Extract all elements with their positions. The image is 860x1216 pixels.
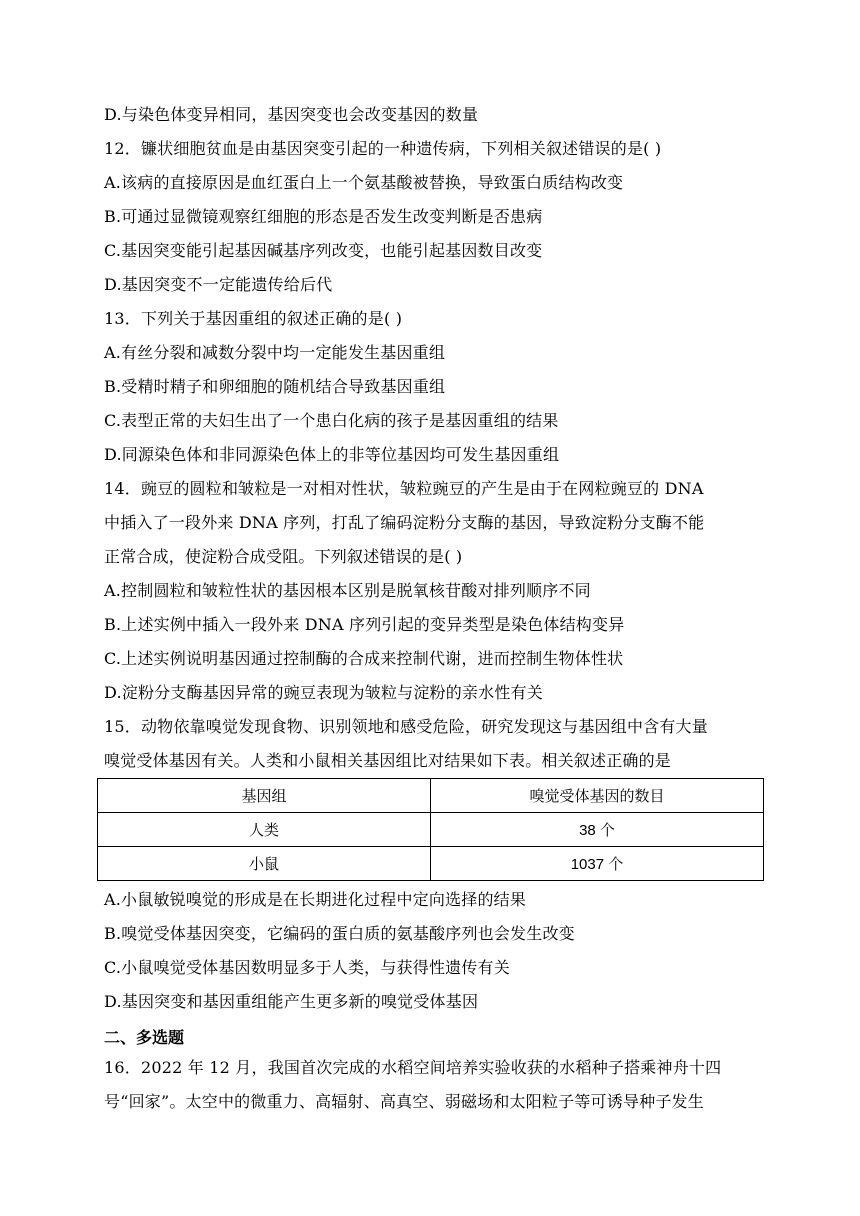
text-line: A.该病的直接原因是血红蛋白上一个氨基酸被替换，导致蛋白质结构改变 (104, 173, 624, 192)
text-line: B.可通过显微镜观察红细胞的形态是否发生改变判断是否患病 (104, 207, 543, 226)
text-line: B.上述实例中插入一段外来 DNA 序列引起的变异类型是染色体结构变异 (104, 615, 625, 634)
table-cell: 38 个 (431, 813, 764, 847)
text-line: C.小鼠嗅觉受体基因数明显多于人类，与获得性遗传有关 (104, 958, 510, 977)
text-line: D.与染色体变异相同，基因突变也会改变基因的数量 (104, 105, 479, 124)
text-line: A.小鼠敏锐嗅觉的形成是在长期进化过程中定向选择的结果 (104, 890, 527, 909)
text-line: C.表型正常的夫妇生出了一个患白化病的孩子是基因重组的结果 (104, 411, 559, 430)
question-15-options (104, 883, 764, 1019)
table-row (98, 847, 764, 881)
text-line: 14．豌豆的圆粒和皱粒是一对相对性状，皱粒豌豆的产生是由于在网粒豌豆的 DNA (104, 479, 704, 498)
text-line: A.控制圆粒和皱粒性状的基因根本区别是脱氧核苷酸对排列顺序不同 (104, 581, 591, 600)
text-line: B.嗅觉受体基因突变，它编码的蛋白质的氨基酸序列也会发生改变 (104, 924, 575, 943)
table-row (98, 813, 764, 847)
text-line: D.淀粉分支酶基因异常的豌豆表现为皱粒与淀粉的亲水性有关 (104, 683, 543, 702)
text-line: C.上述实例说明基因通过控制酶的合成来控制代谢，进而控制生物体性状 (104, 649, 624, 668)
text-line: A.有丝分裂和减数分裂中均一定能发生基因重组 (104, 343, 446, 362)
table-header-cell: 嗅觉受体基因的数目 (431, 779, 764, 813)
text-line: D.基因突变不一定能遗传给后代 (104, 275, 333, 294)
section-title: 二、多选题 (104, 1028, 185, 1047)
olfactory-gene-table (97, 778, 764, 881)
text-line: D.同源染色体和非同源染色体上的非等位基因均可发生基因重组 (104, 445, 560, 464)
text-line: 13．下列关于基因重组的叙述正确的是( ) (104, 309, 403, 328)
text-line: 16．2022 年 12 月，我国首次完成的水稻空间培养实验收获的水稻种子搭乘神舟十四 (104, 1058, 722, 1077)
table-header-cell: 基因组 (98, 779, 431, 813)
text-line: 15．动物依靠嗅觉发现食物、识别领地和感受危险，研究发现这与基因组中含有大量 (104, 717, 708, 736)
table-cell: 1037 个 (431, 847, 764, 881)
text-line: B.受精时精子和卵细胞的随机结合导致基因重组 (104, 377, 446, 396)
text-line: C.基因突变能引起基因碱基序列改变，也能引起基因数目改变 (104, 241, 543, 260)
question-16-block (104, 1051, 764, 1119)
text-line: 12．镰状细胞贫血是由基因突变引起的一种遗传病，下列相关叙述错误的是( ) (104, 139, 662, 158)
text-line: D.基因突变和基因重组能产生更多新的嗅觉受体基因 (104, 992, 479, 1011)
text-line: 嗅觉受体基因有关。人类和小鼠相关基因组比对结果如下表。相关叙述正确的是 (104, 751, 672, 770)
table-cell: 人类 (98, 813, 431, 847)
text-line: 号“回家”。太空中的微重力、高辐射、高真空、弱磁场和太阳粒子等可诱导种子发生 (104, 1092, 704, 1111)
table-cell: 小鼠 (98, 847, 431, 881)
document-page (104, 98, 764, 1119)
table-header-row (98, 779, 764, 813)
text-line: 正常合成，使淀粉合成受阻。下列叙述错误的是( ) (104, 547, 463, 566)
text-line: 中插入了一段外来 DNA 序列，打乱了编码淀粉分支酶的基因，导致淀粉分支酶不能 (104, 513, 705, 532)
question-block-11-15 (104, 98, 764, 778)
